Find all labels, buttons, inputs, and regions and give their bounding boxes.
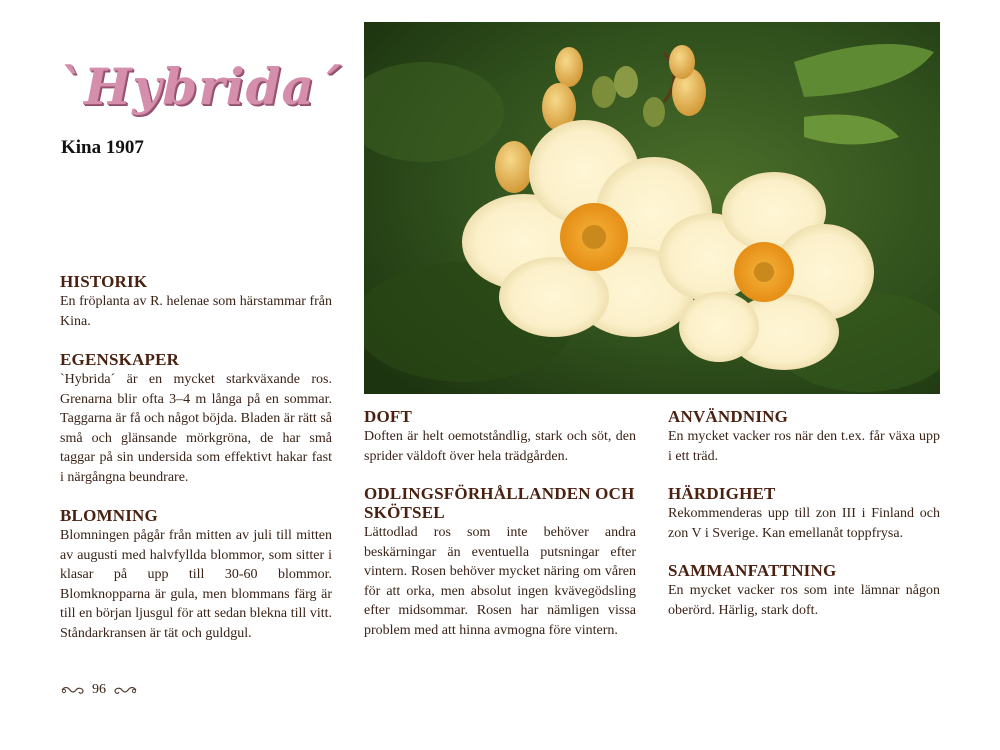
section-text: En fröplanta av R. helenae som härstammar från Kina. xyxy=(60,294,332,329)
swirl-ornament-icon xyxy=(112,684,138,696)
section-heading: HÄRDIGHET xyxy=(668,484,776,503)
section-text: `Hybrida´ är en mycket starkväxande ros. Grenarna blir ofta 3–4 m långa på en sommar. Taggarna är få och något böjda. Bladen är rätt så små och glänsande mörkgröna, de har små taggar på sin undersida som effektivt hakar fast i närgångna beundrare. xyxy=(60,372,332,485)
left-column xyxy=(60,272,332,662)
section-heading: ODLINGSFÖRHÅLLANDEN OCH SKÖTSEL xyxy=(364,484,635,522)
section-text: Blomningen pågår från mitten av juli till mitten av augusti med halvfyllda blommor, som sitter i klasar på upp till 30-60 blommor. Blomknopparna är gula, men blommans färg är till en början ljusgul för att sedan blekna till vitt. Ståndarkransen är tät och guldgul. xyxy=(60,528,332,641)
swirl-ornament-icon xyxy=(60,684,86,696)
section-sammanfattning xyxy=(668,561,940,620)
section-historik xyxy=(60,272,332,331)
section-heading: BLOMNING xyxy=(60,506,158,525)
section-heading: ANVÄNDNING xyxy=(668,407,789,426)
section-text: En mycket vacker ros som inte lämnar någon oberörd. Härlig, stark doft. xyxy=(668,583,940,618)
page-subtitle: Kina 1907 xyxy=(61,137,144,158)
section-heading: SAMMANFATTNING xyxy=(668,561,837,580)
section-blomning xyxy=(60,506,332,643)
section-anvandning xyxy=(668,407,940,466)
section-text: En mycket vacker ros när den t.ex. får växa upp i ett träd. xyxy=(668,429,940,464)
middle-column xyxy=(364,407,636,658)
section-doft xyxy=(364,407,636,466)
section-heading: EGENSKAPER xyxy=(60,350,180,369)
section-text: Doften är helt oemotståndlig, stark och söt, den sprider väldoft över hela trädgården. xyxy=(364,429,636,464)
section-hardighet xyxy=(668,484,940,543)
page-title: `Hybrida´ xyxy=(58,57,341,116)
section-heading: DOFT xyxy=(364,407,413,426)
section-odlingsforhallanden xyxy=(364,484,636,640)
page-number: 96 xyxy=(92,682,106,697)
page-footer xyxy=(60,680,138,700)
section-text: Lättodlad ros som inte behöver andra beskärningar än eventuella putsningar efter vintern. Rosen behöver mycket näring om våren för att orka, men absolut ingen kvävegödsling efter midsommar. Rosen har nämligen vissa problem med att hinna avmogna före vintern. xyxy=(364,525,636,638)
rose-photo xyxy=(364,22,940,394)
section-heading: HISTORIK xyxy=(60,272,148,291)
section-egenskaper xyxy=(60,350,332,487)
right-column xyxy=(668,407,940,638)
section-text: Rekommenderas upp till zon III i Finland och zon V i Sverige. Kan emellanåt toppfrysa. xyxy=(668,506,940,541)
